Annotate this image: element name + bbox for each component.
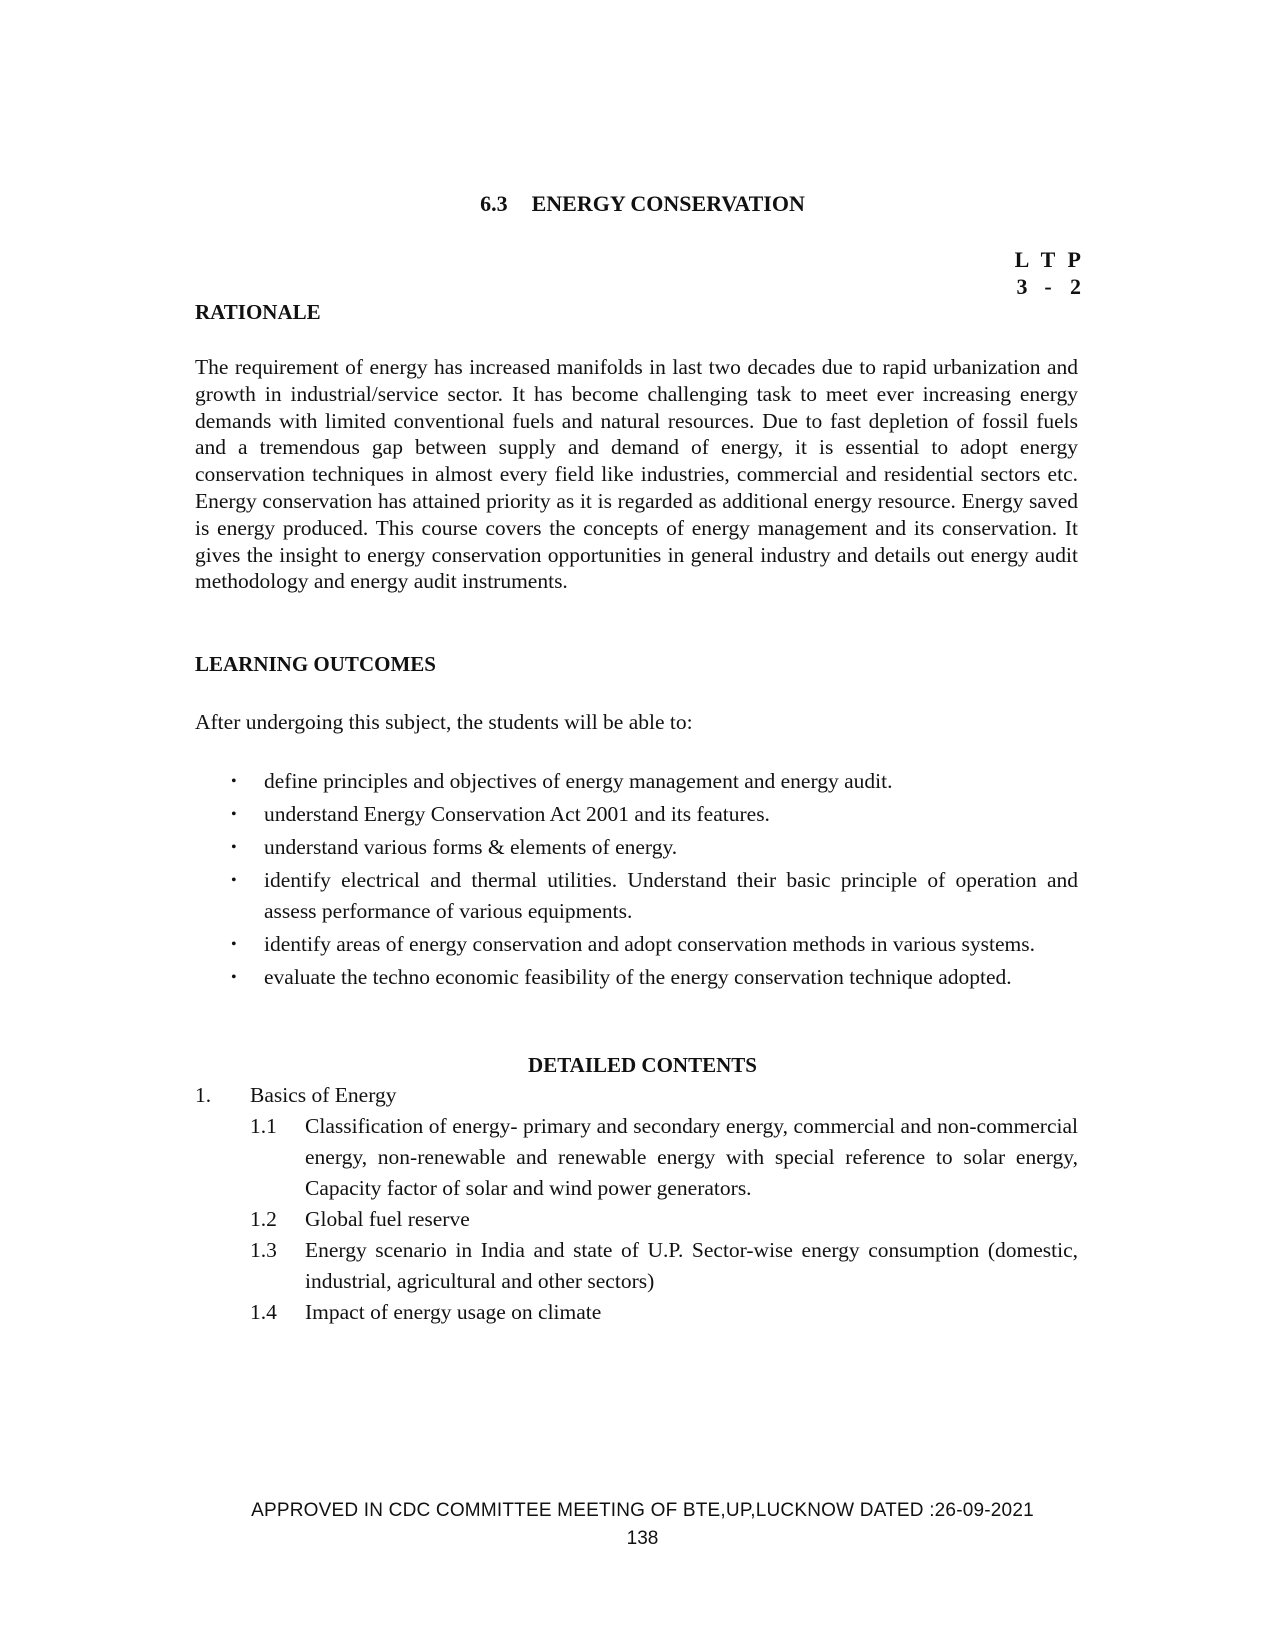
list-item <box>231 799 1078 830</box>
topic-item <box>250 1111 1078 1204</box>
learning-outcomes-list <box>231 766 1078 995</box>
list-item <box>231 962 1078 993</box>
ltp-value-t: - <box>1044 274 1052 299</box>
ltp-value-row <box>1009 273 1081 300</box>
unit-number: 1. <box>195 1083 212 1107</box>
course-number: 6.3 <box>480 191 508 216</box>
bullet-icon: • <box>231 872 237 889</box>
list-item-text: identify areas of energy conservation and adopt conservation methods in various systems. <box>264 932 1036 956</box>
topic-text: Energy scenario in India and state of U.P. Sector-wise energy consumption (domestic, industrial, agricultural and other sectors) <box>305 1238 1078 1293</box>
list-item-text: identify electrical and thermal utilities. Understand their basic principle of operation and assess performance of various equipments. <box>264 868 1078 923</box>
course-name: ENERGY CONSERVATION <box>531 191 805 216</box>
list-item-text: understand various forms & elements of energy. <box>264 835 678 859</box>
list-item <box>231 766 1078 797</box>
topic-item <box>250 1297 1078 1328</box>
bullet-icon: • <box>231 806 237 823</box>
topic-item <box>250 1235 1078 1297</box>
topic-number: 1.4 <box>250 1300 277 1324</box>
learning-outcomes-intro: After undergoing this subject, the students will be able to: <box>195 710 693 734</box>
list-item-text: define principles and objectives of energy management and energy audit. <box>264 769 893 793</box>
list-item-text: evaluate the techno economic feasibility of the energy conservation technique adopted. <box>264 965 1012 989</box>
rationale-paragraph: The requirement of energy has increased manifolds in last two decades due to rapid urbanization and growth in industrial/service sector. It has become challenging task to meet ever increasing energy demands with limited conventional fuels and natural resources. Due to fast depletion of fossil fuels and a tremendous gap between supply and demand of energy, it is essential to adopt energy conservation techniques in almost every field like industries, commercial and residential sectors etc. Energy conservation has attained priority as it is regarded as additional energy resource. Energy saved is energy produced. This course covers the concepts of energy management and its conservation. It gives the insight to energy conservation opportunities in general industry and details out energy audit methodology and energy audit instruments. <box>195 355 1078 594</box>
topic-number: 1.2 <box>250 1207 277 1231</box>
ltp-header-row <box>1009 246 1081 273</box>
topic-text: Classification of energy- primary and secondary energy, commercial and non-commercial energy, non-renewable and renewable energy with special reference to solar energy, Capacity factor of solar and wind power generators. <box>305 1114 1078 1200</box>
bullet-icon: • <box>231 773 237 790</box>
topic-number: 1.3 <box>250 1238 277 1262</box>
unit-1 <box>195 1080 1078 1328</box>
unit-title: Basics of Energy <box>250 1083 397 1107</box>
rationale-heading: RATIONALE <box>195 300 321 324</box>
list-item <box>231 929 1078 960</box>
ltp-value-l: 3 <box>1016 274 1028 299</box>
bullet-icon: • <box>231 969 237 986</box>
topic-item <box>250 1204 1078 1235</box>
list-item <box>231 832 1078 863</box>
unit-heading <box>195 1080 1078 1111</box>
learning-outcomes-heading: LEARNING OUTCOMES <box>195 652 436 676</box>
ltp-header-l: L <box>1014 247 1030 272</box>
course-title <box>0 191 1275 217</box>
list-item-text: understand Energy Conservation Act 2001 and its features. <box>264 802 770 826</box>
detailed-contents-heading: DETAILED CONTENTS <box>528 1053 757 1077</box>
topic-number: 1.1 <box>250 1114 277 1138</box>
page-number: 138 <box>626 1528 659 1549</box>
footer-approval: APPROVED IN CDC COMMITTEE MEETING OF BTE,UP,LUCKNOW DATED :26-09-2021 <box>251 1500 1034 1521</box>
bullet-icon: • <box>231 936 237 953</box>
list-item <box>231 865 1078 927</box>
topic-text: Impact of energy usage on climate <box>305 1300 602 1324</box>
ltp-header-p: P <box>1067 247 1081 272</box>
ltp-value-p: 2 <box>1070 274 1081 299</box>
topic-list <box>250 1111 1078 1328</box>
bullet-icon: • <box>231 839 237 856</box>
topic-text: Global fuel reserve <box>305 1207 470 1231</box>
ltp-table <box>1009 246 1081 300</box>
ltp-header-t: T <box>1040 247 1056 272</box>
